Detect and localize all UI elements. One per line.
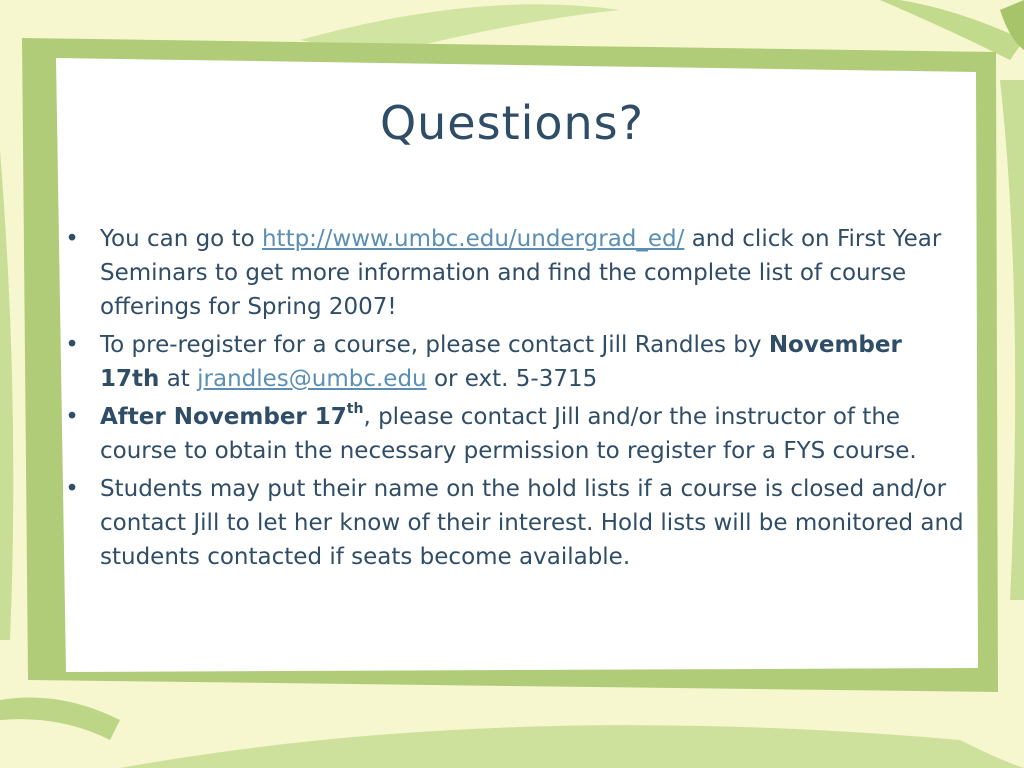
bullet-item-after-deadline [56, 400, 966, 468]
bullet-text: at [159, 366, 198, 392]
deadline-text: November 17th [100, 332, 902, 392]
bullet-item-website [56, 222, 966, 324]
bullet-glyph: • [65, 404, 79, 430]
after-deadline-text: After November 17 [100, 404, 347, 430]
swoosh-right [1000, 80, 1024, 600]
bullet-glyph: • [65, 332, 79, 358]
swoosh-left [0, 150, 13, 640]
bullet-text: and click on First Year Seminars to get more information and find the complete list of course offerings for Spring 2007! [100, 226, 942, 320]
email-link[interactable]: jrandles@umbc.edu [197, 366, 427, 392]
bullet-glyph: • [65, 476, 79, 502]
bullet-text: Students may put their name on the hold lists if a course is closed and/or contact Jill to let her know of their interest. Hold lists will be monitored and students contacted if seats become available. [100, 476, 964, 570]
bullet-text: or ext. 5-3715 [426, 366, 598, 392]
bullet-text: To pre-register for a course, please contact Jill Randles by [100, 332, 769, 358]
swoosh-bottom-left [0, 698, 120, 741]
swoosh-bottom [120, 725, 1024, 768]
bullet-text: You can go to [100, 226, 262, 252]
bullet-text: , please contact Jill and/or the instructor of the course to obtain the necessary permission to register for a FYS course. [100, 404, 917, 464]
bullet-list [56, 222, 966, 578]
slide-title: Questions? [379, 96, 645, 150]
bullet-item-hold-lists [56, 472, 966, 574]
undergrad-ed-link[interactable]: http://www.umbc.edu/undergrad_ed/ [261, 226, 685, 252]
ordinal-suffix: th [346, 401, 364, 418]
bullet-item-preregister [56, 328, 966, 396]
bullet-glyph: • [65, 226, 79, 252]
